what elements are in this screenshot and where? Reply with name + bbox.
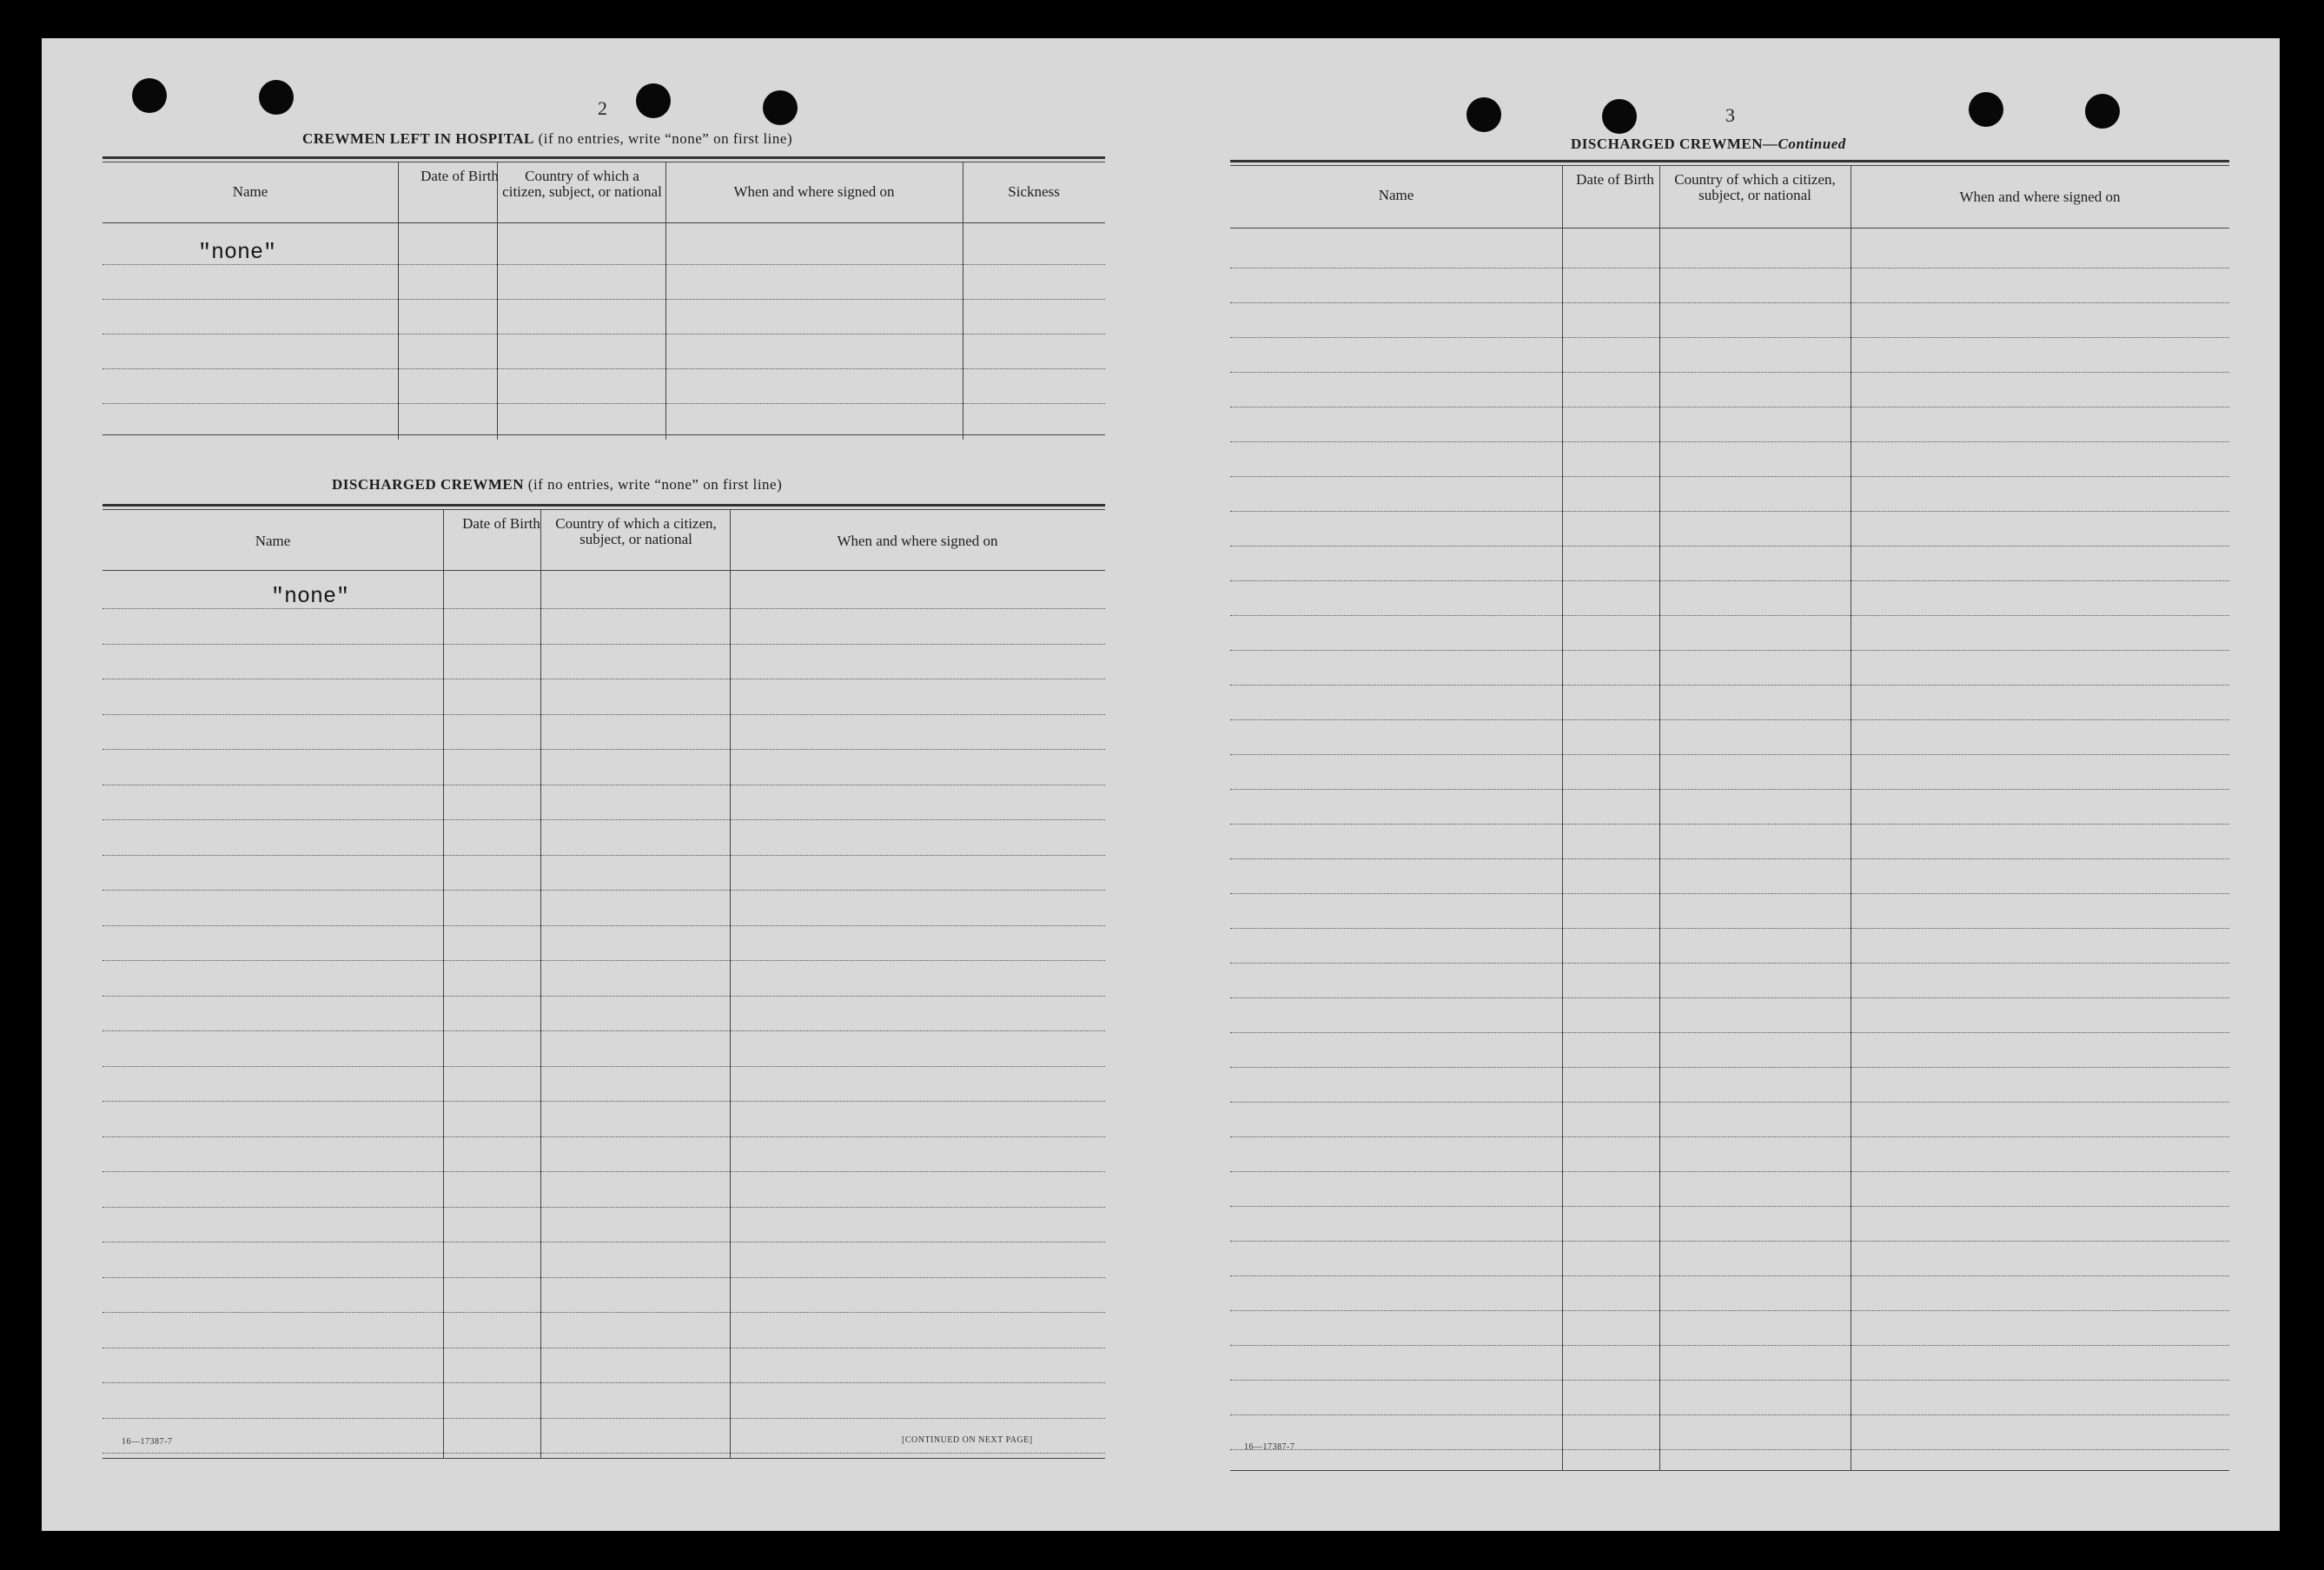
table-row: [1230, 1067, 2229, 1068]
table-row: [1230, 1171, 2229, 1172]
punch-hole: [1602, 99, 1637, 134]
table-row: [1230, 476, 2229, 477]
table-row: [1230, 1032, 2229, 1033]
table-row: [1230, 997, 2229, 998]
column-divider: [540, 509, 541, 1458]
table-row: [1230, 893, 2229, 894]
column-header-name: Name: [232, 183, 268, 200]
table-row: [103, 403, 1105, 404]
discharged-section-title: [332, 476, 782, 494]
discharged-continued-title: [1571, 136, 1846, 153]
table-row: [103, 996, 1105, 997]
form-number-left: 16—17387-7: [122, 1437, 173, 1447]
table-row: [1230, 1345, 2229, 1346]
column-divider: [1562, 165, 1563, 1470]
punch-hole: [763, 90, 798, 125]
continued-note: [CONTINUED ON NEXT PAGE]: [902, 1435, 1033, 1445]
table-row: [1230, 441, 2229, 442]
table-row: [103, 714, 1105, 715]
discharged-continued-bold: DISCHARGED CREWMEN: [1571, 136, 1764, 152]
table-row: [103, 299, 1105, 300]
table-row: [1230, 1206, 2229, 1207]
table-row: [1230, 650, 2229, 651]
column-header-name: Name: [255, 533, 291, 549]
table-row: [103, 1418, 1105, 1419]
hospital-title-note: (if no entries, write “none” on first line): [538, 130, 793, 147]
table-row: [103, 608, 1105, 609]
table-row: [1230, 1241, 2229, 1242]
table-row: [103, 1312, 1105, 1313]
table-row: [103, 644, 1105, 645]
table-row: [103, 855, 1105, 856]
table-row: [1230, 858, 2229, 859]
table-row: [103, 1453, 1105, 1454]
punch-hole: [636, 83, 671, 118]
table-row: [1230, 1310, 2229, 1311]
table-top-rule: [103, 504, 1105, 507]
table-row: [103, 1277, 1105, 1278]
punch-hole: [1467, 97, 1501, 132]
hospital-section-title: [302, 130, 792, 148]
table-row: [1230, 719, 2229, 720]
column-header-country: Country of which a citizen, subject, or national: [555, 515, 717, 547]
document-sheet: [42, 38, 2280, 1531]
hospital-title-bold: CREWMEN LEFT IN HOSPITAL: [302, 130, 534, 147]
table-row: [1230, 928, 2229, 929]
table-row: [103, 1136, 1105, 1137]
punch-hole: [259, 80, 294, 115]
column-header-signed-on: When and where signed on: [837, 533, 998, 549]
column-divider: [730, 509, 731, 1458]
table-top-rule-thin: [1230, 165, 2229, 166]
column-header-date-of-birth: Date of Birth: [420, 168, 499, 184]
discharged-title-bold: DISCHARGED CREWMEN: [332, 476, 525, 493]
table-row: [103, 1171, 1105, 1172]
table-row: [103, 890, 1105, 891]
table-row: [1230, 1275, 2229, 1276]
column-header-sickness: Sickness: [1008, 183, 1060, 200]
column-header-signed-on: When and where signed on: [733, 183, 895, 200]
table-row: [1230, 1449, 2229, 1450]
table-row: [1230, 1102, 2229, 1103]
table-row: [103, 960, 1105, 961]
table-row: [103, 1066, 1105, 1067]
discharged-table-right: [1230, 160, 2229, 1475]
table-row: [103, 749, 1105, 750]
table-row: [103, 1101, 1105, 1102]
discharged-table-left: [103, 504, 1105, 1463]
table-row: [1230, 511, 2229, 512]
column-header-name: Name: [1378, 187, 1414, 203]
table-row: [1230, 615, 2229, 616]
punch-hole: [1969, 92, 2003, 127]
column-header-country: Country of which a citizen, subject, or national: [1674, 171, 1836, 203]
table-top-rule: [1230, 160, 2229, 162]
column-divider: [665, 162, 666, 440]
table-row: [103, 1207, 1105, 1208]
column-header-date-of-birth: Date of Birth: [462, 515, 540, 532]
table-row: [103, 1030, 1105, 1031]
column-divider: [443, 509, 444, 1458]
table-header-rule: [103, 222, 1105, 223]
table-top-rule-thin: [103, 509, 1105, 510]
table-row: [1230, 824, 2229, 825]
punch-hole: [2085, 94, 2120, 129]
table-bottom-rule: [103, 1458, 1105, 1459]
table-row: [1230, 789, 2229, 790]
page-number-left: 2: [598, 97, 607, 119]
column-header-date-of-birth: Date of Birth: [1576, 171, 1654, 188]
table-row: [103, 264, 1105, 265]
table-row: [1230, 1136, 2229, 1137]
table-row: [1230, 754, 2229, 755]
table-header-rule: [103, 570, 1105, 571]
table-row: [1230, 685, 2229, 686]
column-divider: [1659, 165, 1660, 1470]
table-row: [1230, 963, 2229, 964]
table-row: [1230, 372, 2229, 373]
column-divider: [398, 162, 399, 440]
discharged-first-entry: "none": [271, 584, 350, 609]
discharged-title-note: (if no entries, write “none” on first line): [527, 476, 783, 493]
form-number-right: 16—17387-7: [1244, 1442, 1295, 1452]
table-row: [103, 925, 1105, 926]
table-row: [103, 334, 1105, 335]
table-row: [103, 1382, 1105, 1383]
table-row: [103, 819, 1105, 820]
table-top-rule: [103, 156, 1105, 159]
table-row: [1230, 337, 2229, 338]
table-row: [1230, 1414, 2229, 1415]
column-divider: [497, 162, 498, 440]
table-row: [1230, 580, 2229, 581]
discharged-continued-suffix: —Continued: [1763, 136, 1846, 152]
hospital-first-entry: "none": [198, 240, 277, 265]
column-header-country: Country of which a citizen, subject, or national: [502, 168, 662, 200]
punch-hole: [132, 78, 167, 113]
table-row: [1230, 546, 2229, 547]
table-bottom-rule: [103, 434, 1105, 435]
hospital-table: [103, 156, 1105, 440]
table-row: [103, 368, 1105, 369]
page-number-right: 3: [1725, 104, 1735, 126]
table-header-rule: [1230, 228, 2229, 229]
table-row: [1230, 302, 2229, 303]
table-bottom-rule: [1230, 1470, 2229, 1471]
column-header-signed-on: When and where signed on: [1959, 189, 2121, 205]
table-row: [1230, 1380, 2229, 1381]
